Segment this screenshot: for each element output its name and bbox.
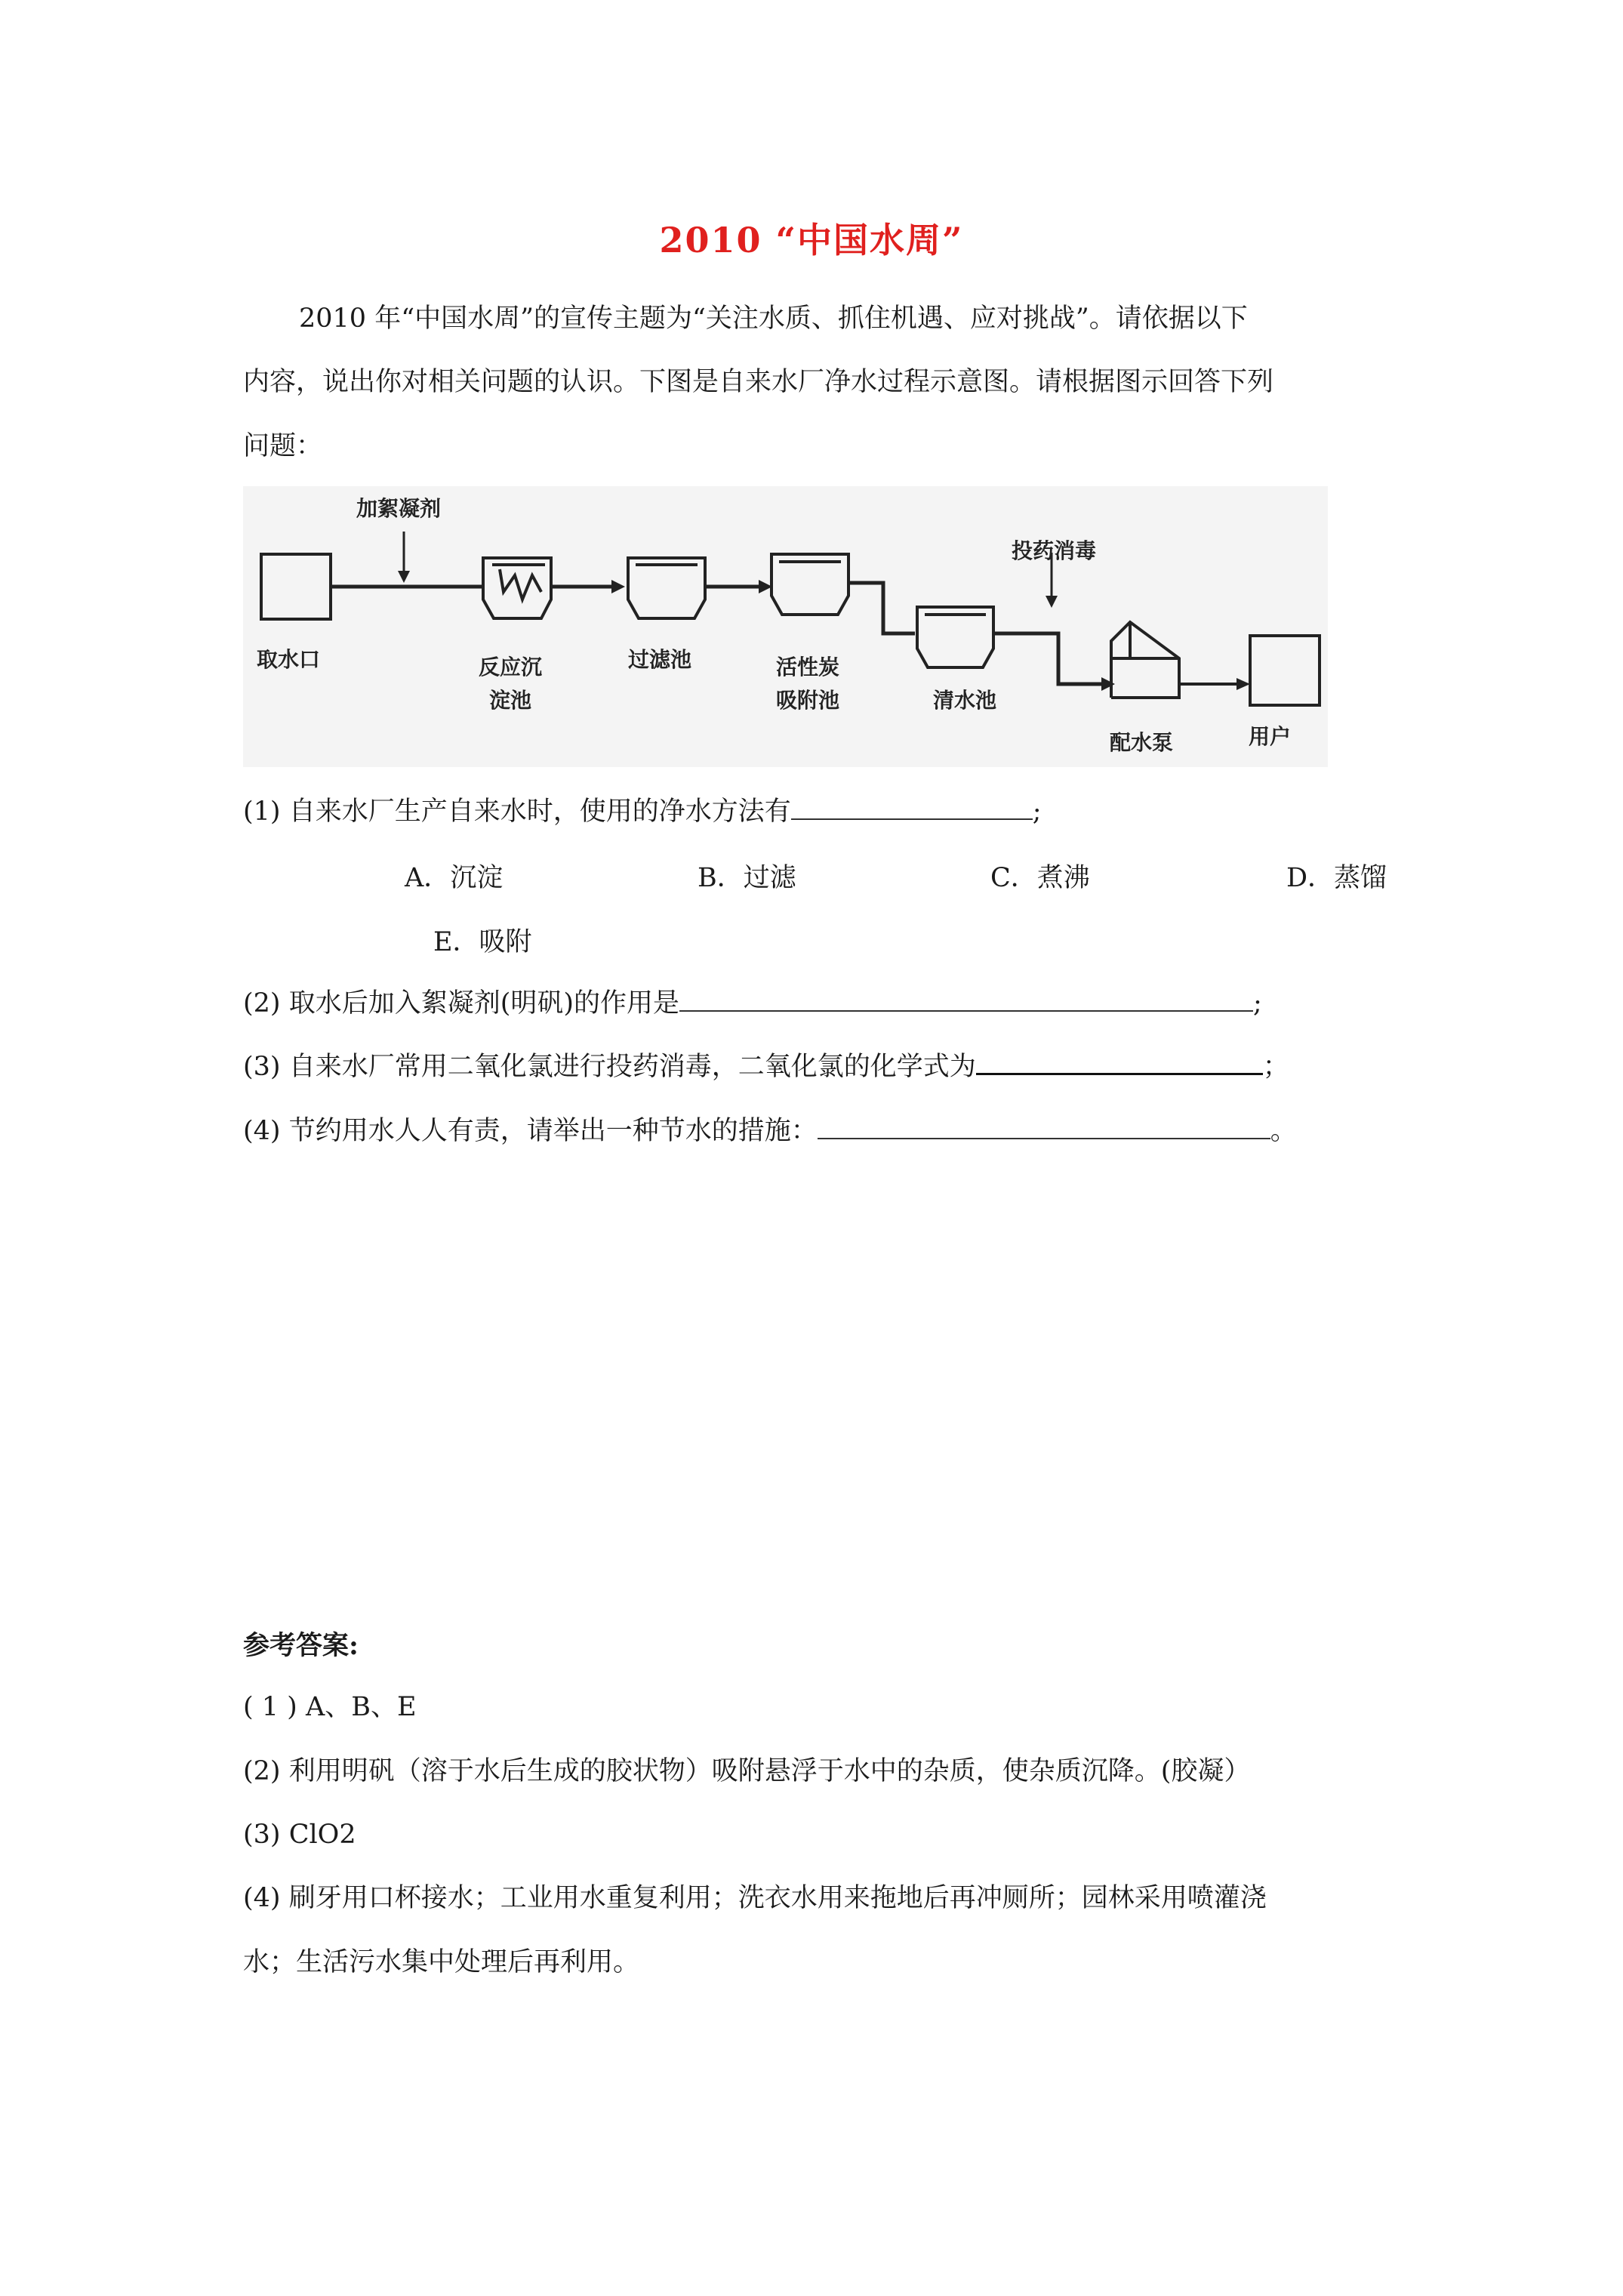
question-4 — [243, 1112, 1297, 1150]
carbon-tank — [770, 554, 850, 615]
question-4-end: 。 — [1270, 1116, 1297, 1146]
intake-box — [261, 554, 331, 619]
label-user: 用户 — [1249, 724, 1292, 749]
question-1-text: (1) 自来水厂生产自来水时，使用的净水方法有 — [243, 797, 791, 827]
label-pump: 配水泵 — [1110, 730, 1174, 755]
intro-line-1: 2010 年“中国水周”的宣传主题为“关注水质、抓住机遇、应对挑战”。请依据以下 — [299, 304, 1248, 334]
answer-blank-2[interactable] — [679, 988, 1253, 1012]
filter-tank — [627, 558, 707, 618]
sediment-tank — [482, 558, 553, 618]
intro-line-3: 问题： — [243, 431, 323, 461]
answer-1: ( 1 ) A、B、E — [243, 1692, 417, 1722]
page-title: 2010 “中国水周” — [659, 220, 964, 260]
pump-shape — [1111, 622, 1179, 698]
question-2-end: ; — [1253, 988, 1262, 1019]
answer-blank-1[interactable] — [791, 796, 1033, 820]
answer-4-line-2: 水；生活污水集中处理后再利用。 — [243, 1947, 640, 1977]
answer-4-line-1: (4) 刷牙用口杯接水；工业用水重复利用；洗衣水用来拖地后再冲厕所；园林采用喷灌浇 — [243, 1883, 1267, 1913]
label-carbon-2: 吸附池 — [776, 688, 840, 713]
answer-blank-3[interactable] — [976, 1050, 1263, 1075]
question-2-text: (2) 取水后加入絮凝剂(明矾)的作用是 — [243, 988, 680, 1019]
label-clear: 清水池 — [933, 688, 997, 713]
label-disinfect: 投药消毒 — [1012, 538, 1097, 563]
question-2 — [243, 985, 1262, 1022]
pipe-clear-pump — [993, 633, 1111, 684]
question-3-text: (3) 自来水厂常用二氧化氯进行投药消毒，二氧化氯的化学式为 — [243, 1052, 976, 1082]
question-3-end: ； — [1262, 1052, 1289, 1082]
question-3 — [243, 1048, 1289, 1086]
answer-blank-4[interactable] — [818, 1115, 1270, 1139]
label-coagulant: 加絮凝剂 — [356, 496, 442, 521]
label-sediment-1: 反应沉 — [479, 655, 543, 680]
option-b: B．过滤 — [698, 863, 796, 893]
pipe-carbon-clear — [848, 583, 915, 633]
clear-tank — [916, 607, 995, 667]
answer-2: (2) 利用明矾（溶于水后生成的胶状物）吸附悬浮于水中的杂质，使杂质沉降。(胶凝） — [243, 1756, 1251, 1786]
option-c: C．煮沸 — [990, 863, 1090, 893]
question-1-end: ; — [1032, 797, 1042, 827]
question-4-text: (4) 节约用水人人有责，请举出一种节水的措施： — [243, 1116, 818, 1146]
intro-line-2: 内容，说出你对相关问题的认识。下图是自来水厂净水过程示意图。请根据图示回答下列 — [243, 367, 1274, 397]
option-e: E．吸附 — [433, 927, 532, 957]
question-1 — [243, 793, 1042, 831]
answer-3: (3) ClO2 — [243, 1820, 356, 1850]
answers-heading: 参考答案: — [243, 1630, 359, 1661]
user-box — [1250, 636, 1320, 705]
label-carbon-1: 活性炭 — [776, 655, 840, 680]
label-filter: 过滤池 — [628, 647, 692, 672]
option-d: D．蒸馏 — [1286, 863, 1387, 893]
label-sediment-2: 淀池 — [489, 688, 532, 713]
option-a: A．沉淀 — [405, 863, 504, 893]
label-intake: 取水口 — [257, 647, 321, 672]
water-treatment-diagram — [243, 486, 1328, 767]
